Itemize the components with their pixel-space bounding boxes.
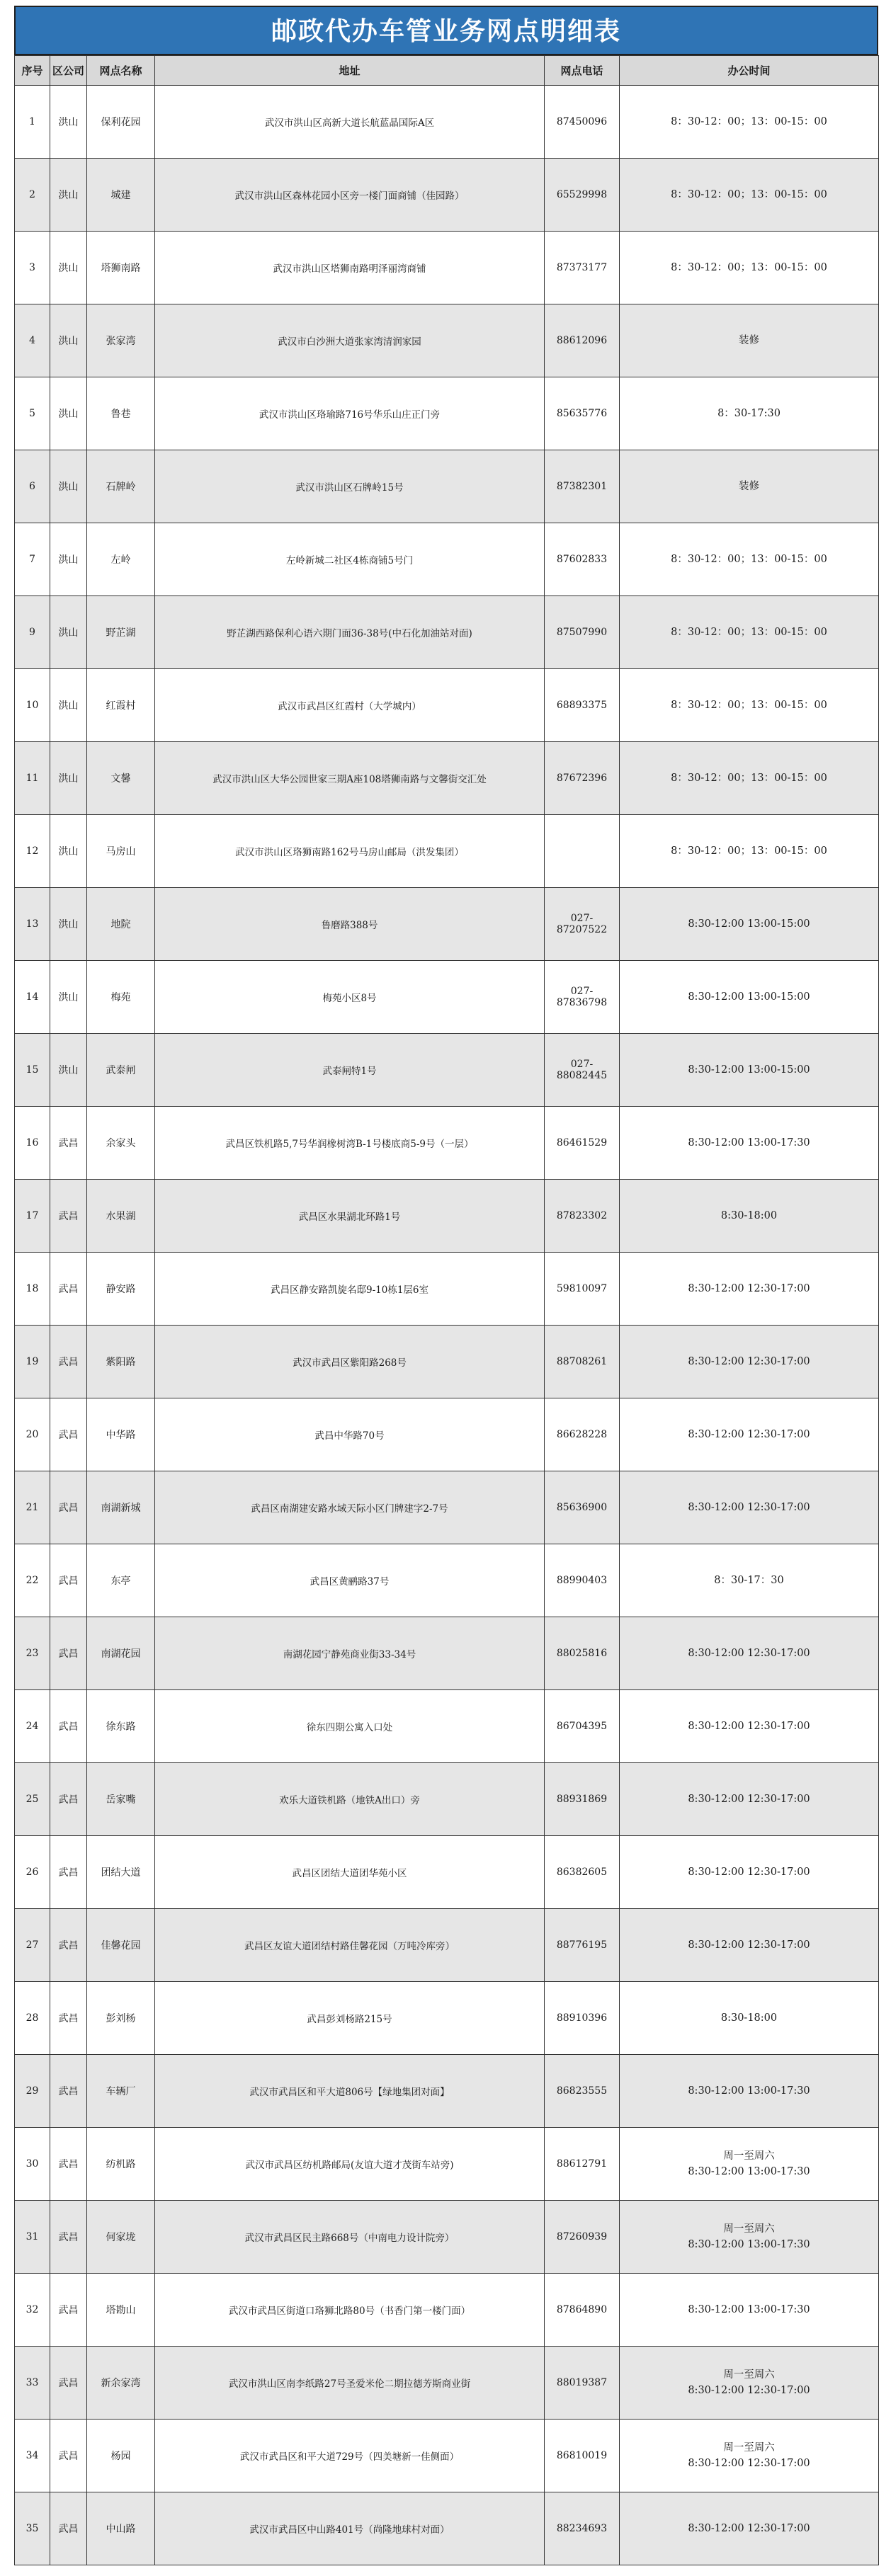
cell-index: 20 bbox=[15, 1398, 50, 1471]
cell-phone: 88612096 bbox=[545, 304, 620, 377]
cell-phone: 88990403 bbox=[545, 1544, 620, 1617]
cell-branch-name: 城建 bbox=[87, 159, 155, 232]
cell-branch-name: 张家湾 bbox=[87, 304, 155, 377]
cell-address: 左岭新城二社区4栋商铺5号门 bbox=[155, 523, 545, 596]
cell-district: 武昌 bbox=[50, 2492, 87, 2565]
page-title: 邮政代办车管业务网点明细表 bbox=[14, 6, 878, 55]
cell-address: 欢乐大道铁机路（地铁A出口）旁 bbox=[155, 1763, 545, 1836]
cell-hours: 周一至周六 8:30-12:00 13:00-17:30 bbox=[620, 2201, 879, 2274]
cell-address: 武汉市武昌区和平大道729号（四美塘新一佳侧面） bbox=[155, 2420, 545, 2492]
cell-district: 武昌 bbox=[50, 2274, 87, 2347]
cell-index: 7 bbox=[15, 523, 50, 596]
cell-district: 武昌 bbox=[50, 1398, 87, 1471]
cell-hours: 8：30-12：00；13：00-15：00 bbox=[620, 815, 879, 888]
table-row bbox=[15, 961, 879, 1034]
cell-district: 武昌 bbox=[50, 1180, 87, 1253]
cell-hours: 8:30-12:00 13:00-17:30 bbox=[620, 2274, 879, 2347]
cell-branch-name: 武泰闸 bbox=[87, 1034, 155, 1107]
cell-index: 25 bbox=[15, 1763, 50, 1836]
cell-phone: 87672396 bbox=[545, 742, 620, 815]
header-district: 区公司 bbox=[50, 56, 87, 86]
cell-index: 12 bbox=[15, 815, 50, 888]
table-row bbox=[15, 1982, 879, 2055]
cell-branch-name: 塔勘山 bbox=[87, 2274, 155, 2347]
cell-hours: 8:30-18:00 bbox=[620, 1982, 879, 2055]
table-row bbox=[15, 1544, 879, 1617]
table-row bbox=[15, 1836, 879, 1909]
cell-address: 武昌区铁机路5,7号华润橡树湾B-1号楼底商5-9号（一层） bbox=[155, 1107, 545, 1180]
cell-district: 洪山 bbox=[50, 523, 87, 596]
table-row bbox=[15, 1471, 879, 1544]
cell-district: 武昌 bbox=[50, 1909, 87, 1982]
cell-address: 武昌彭刘杨路215号 bbox=[155, 1982, 545, 2055]
cell-phone: 88019387 bbox=[545, 2347, 620, 2420]
cell-phone: 88910396 bbox=[545, 1982, 620, 2055]
cell-district: 武昌 bbox=[50, 2347, 87, 2420]
cell-phone: 59810097 bbox=[545, 1253, 620, 1326]
cell-hours: 8：30-12：00；13：00-15：00 bbox=[620, 523, 879, 596]
table-row bbox=[15, 1909, 879, 1982]
cell-phone: 86823555 bbox=[545, 2055, 620, 2128]
cell-phone: 88931869 bbox=[545, 1763, 620, 1836]
cell-index: 24 bbox=[15, 1690, 50, 1763]
cell-address: 武汉市洪山区石牌岭15号 bbox=[155, 450, 545, 523]
cell-hours: 8：30-12：00；13：00-15：00 bbox=[620, 669, 879, 742]
cell-hours: 周一至周六 8:30-12:00 12:30-17:00 bbox=[620, 2347, 879, 2420]
cell-branch-name: 保利花园 bbox=[87, 86, 155, 159]
cell-phone: 88025816 bbox=[545, 1617, 620, 1690]
cell-index: 34 bbox=[15, 2420, 50, 2492]
cell-address: 武汉市洪山区珞狮南路162号马房山邮局（洪发集团） bbox=[155, 815, 545, 888]
cell-phone: 86382605 bbox=[545, 1836, 620, 1909]
table-row bbox=[15, 596, 879, 669]
cell-phone: 87864890 bbox=[545, 2274, 620, 2347]
cell-hours: 8:30-12:00 12:30-17:00 bbox=[620, 2492, 879, 2565]
cell-address: 武汉市武昌区红霞村（大学城内） bbox=[155, 669, 545, 742]
cell-district: 洪山 bbox=[50, 888, 87, 961]
cell-address: 武汉市武昌区中山路401号（尚隆地球村对面） bbox=[155, 2492, 545, 2565]
cell-district: 洪山 bbox=[50, 1034, 87, 1107]
cell-branch-name: 水果湖 bbox=[87, 1180, 155, 1253]
cell-phone: 88612791 bbox=[545, 2128, 620, 2201]
table-row bbox=[15, 377, 879, 450]
cell-branch-name: 文馨 bbox=[87, 742, 155, 815]
cell-hours: 装修 bbox=[620, 450, 879, 523]
cell-index: 22 bbox=[15, 1544, 50, 1617]
cell-index: 27 bbox=[15, 1909, 50, 1982]
table-row bbox=[15, 1763, 879, 1836]
header-hours: 办公时间 bbox=[620, 56, 879, 86]
cell-district: 洪山 bbox=[50, 377, 87, 450]
table-row bbox=[15, 1253, 879, 1326]
cell-hours: 8:30-12:00 12:30-17:00 bbox=[620, 1836, 879, 1909]
sheet bbox=[14, 6, 878, 2565]
cell-index: 18 bbox=[15, 1253, 50, 1326]
cell-address: 武泰闸特1号 bbox=[155, 1034, 545, 1107]
cell-address: 武昌中华路70号 bbox=[155, 1398, 545, 1471]
cell-branch-name: 紫阳路 bbox=[87, 1326, 155, 1398]
cell-index: 30 bbox=[15, 2128, 50, 2201]
cell-phone: 88234693 bbox=[545, 2492, 620, 2565]
cell-hours: 8：30-12：00；13：00-15：00 bbox=[620, 742, 879, 815]
cell-index: 13 bbox=[15, 888, 50, 961]
cell-district: 武昌 bbox=[50, 2128, 87, 2201]
cell-index: 4 bbox=[15, 304, 50, 377]
cell-branch-name: 杨园 bbox=[87, 2420, 155, 2492]
cell-branch-name: 何家垅 bbox=[87, 2201, 155, 2274]
header-address: 地址 bbox=[155, 56, 545, 86]
table-row bbox=[15, 523, 879, 596]
branch-table bbox=[14, 55, 879, 2565]
cell-phone: 86628228 bbox=[545, 1398, 620, 1471]
cell-hours: 8:30-12:00 12:30-17:00 bbox=[620, 1253, 879, 1326]
cell-address: 武汉市洪山区大华公园世家三期A座108塔狮南路与文馨街交汇处 bbox=[155, 742, 545, 815]
cell-hours: 8:30-12:00 13:00-15:00 bbox=[620, 1034, 879, 1107]
cell-branch-name: 梅苑 bbox=[87, 961, 155, 1034]
cell-district: 洪山 bbox=[50, 669, 87, 742]
cell-branch-name: 南湖新城 bbox=[87, 1471, 155, 1544]
table-body bbox=[15, 86, 879, 2565]
cell-hours: 8：30-12：00；13：00-15：00 bbox=[620, 596, 879, 669]
cell-branch-name: 徐东路 bbox=[87, 1690, 155, 1763]
cell-district: 洪山 bbox=[50, 596, 87, 669]
cell-hours: 8:30-12:00 13:00-17:30 bbox=[620, 1107, 879, 1180]
cell-district: 武昌 bbox=[50, 1982, 87, 2055]
cell-phone: 87823302 bbox=[545, 1180, 620, 1253]
cell-index: 17 bbox=[15, 1180, 50, 1253]
cell-branch-name: 野芷湖 bbox=[87, 596, 155, 669]
cell-phone: 027-87836798 bbox=[545, 961, 620, 1034]
cell-hours: 周一至周六 8:30-12:00 13:00-17:30 bbox=[620, 2128, 879, 2201]
cell-index: 19 bbox=[15, 1326, 50, 1398]
cell-index: 3 bbox=[15, 232, 50, 304]
cell-address: 徐东四期公寓入口处 bbox=[155, 1690, 545, 1763]
cell-index: 2 bbox=[15, 159, 50, 232]
cell-branch-name: 中华路 bbox=[87, 1398, 155, 1471]
cell-branch-name: 左岭 bbox=[87, 523, 155, 596]
cell-phone: 85636900 bbox=[545, 1471, 620, 1544]
cell-district: 武昌 bbox=[50, 1617, 87, 1690]
header-index: 序号 bbox=[15, 56, 50, 86]
cell-hours: 8：30-17：30 bbox=[620, 1544, 879, 1617]
cell-index: 16 bbox=[15, 1107, 50, 1180]
cell-index: 14 bbox=[15, 961, 50, 1034]
cell-index: 32 bbox=[15, 2274, 50, 2347]
cell-index: 5 bbox=[15, 377, 50, 450]
cell-district: 洪山 bbox=[50, 86, 87, 159]
cell-phone: 87507990 bbox=[545, 596, 620, 669]
cell-address: 武汉市洪山区塔狮南路明泽丽湾商铺 bbox=[155, 232, 545, 304]
cell-phone: 88708261 bbox=[545, 1326, 620, 1398]
cell-hours: 周一至周六 8:30-12:00 12:30-17:00 bbox=[620, 2420, 879, 2492]
cell-phone: 86810019 bbox=[545, 2420, 620, 2492]
table-row bbox=[15, 1398, 879, 1471]
cell-phone: 027-87207522 bbox=[545, 888, 620, 961]
table-row bbox=[15, 1617, 879, 1690]
cell-hours: 8:30-12:00 12:30-17:00 bbox=[620, 1763, 879, 1836]
cell-phone: 86461529 bbox=[545, 1107, 620, 1180]
cell-address: 南湖花园宁静苑商业街33-34号 bbox=[155, 1617, 545, 1690]
cell-hours: 8:30-12:00 12:30-17:00 bbox=[620, 1326, 879, 1398]
cell-index: 35 bbox=[15, 2492, 50, 2565]
cell-branch-name: 静安路 bbox=[87, 1253, 155, 1326]
cell-hours: 8:30-12:00 12:30-17:00 bbox=[620, 1909, 879, 1982]
cell-district: 武昌 bbox=[50, 1836, 87, 1909]
cell-address: 武昌区南湖建安路水域天际小区门牌建字2-7号 bbox=[155, 1471, 545, 1544]
table-row bbox=[15, 159, 879, 232]
header-phone: 网点电话 bbox=[545, 56, 620, 86]
cell-address: 武汉市武昌区民主路668号（中南电力设计院旁） bbox=[155, 2201, 545, 2274]
cell-hours: 8:30-12:00 12:30-17:00 bbox=[620, 1617, 879, 1690]
cell-phone: 86704395 bbox=[545, 1690, 620, 1763]
cell-district: 武昌 bbox=[50, 1107, 87, 1180]
table-row bbox=[15, 2128, 879, 2201]
cell-index: 11 bbox=[15, 742, 50, 815]
table-row bbox=[15, 1034, 879, 1107]
cell-hours: 8:30-12:00 13:00-17:30 bbox=[620, 2055, 879, 2128]
table-row bbox=[15, 2347, 879, 2420]
cell-branch-name: 石牌岭 bbox=[87, 450, 155, 523]
cell-address: 武昌区黄鹂路37号 bbox=[155, 1544, 545, 1617]
cell-address: 野芷湖西路保利心语六期门面36-38号(中石化加油站对面) bbox=[155, 596, 545, 669]
header-branch-name: 网点名称 bbox=[87, 56, 155, 86]
cell-district: 洪山 bbox=[50, 450, 87, 523]
cell-branch-name: 东亭 bbox=[87, 1544, 155, 1617]
cell-address: 武昌区水果湖北环路1号 bbox=[155, 1180, 545, 1253]
table-row bbox=[15, 742, 879, 815]
cell-district: 武昌 bbox=[50, 1763, 87, 1836]
cell-district: 洪山 bbox=[50, 961, 87, 1034]
table-row bbox=[15, 2420, 879, 2492]
cell-phone: 87260939 bbox=[545, 2201, 620, 2274]
cell-district: 洪山 bbox=[50, 815, 87, 888]
table-header-row bbox=[15, 56, 879, 86]
cell-index: 31 bbox=[15, 2201, 50, 2274]
cell-address: 鲁磨路388号 bbox=[155, 888, 545, 961]
table-row bbox=[15, 304, 879, 377]
cell-branch-name: 塔狮南路 bbox=[87, 232, 155, 304]
cell-address: 武汉市武昌区紫阳路268号 bbox=[155, 1326, 545, 1398]
cell-district: 武昌 bbox=[50, 2201, 87, 2274]
cell-index: 1 bbox=[15, 86, 50, 159]
cell-phone: 87373177 bbox=[545, 232, 620, 304]
cell-phone: 68893375 bbox=[545, 669, 620, 742]
cell-district: 武昌 bbox=[50, 1544, 87, 1617]
cell-phone: 87382301 bbox=[545, 450, 620, 523]
cell-phone: 87602833 bbox=[545, 523, 620, 596]
cell-address: 武昌区团结大道团华苑小区 bbox=[155, 1836, 545, 1909]
cell-hours: 8:30-12:00 12:30-17:00 bbox=[620, 1398, 879, 1471]
table-row bbox=[15, 1690, 879, 1763]
table-row bbox=[15, 1107, 879, 1180]
cell-hours: 8：30-12：00；13：00-15：00 bbox=[620, 86, 879, 159]
table-row bbox=[15, 1180, 879, 1253]
cell-index: 15 bbox=[15, 1034, 50, 1107]
cell-index: 6 bbox=[15, 450, 50, 523]
cell-district: 洪山 bbox=[50, 304, 87, 377]
cell-branch-name: 佳馨花园 bbox=[87, 1909, 155, 1982]
cell-phone: 87450096 bbox=[545, 86, 620, 159]
cell-address: 武汉市白沙洲大道张家湾清润家园 bbox=[155, 304, 545, 377]
cell-district: 武昌 bbox=[50, 1471, 87, 1544]
table-row bbox=[15, 450, 879, 523]
cell-address: 武昌区友谊大道团结村路佳馨花园（万吨冷库旁） bbox=[155, 1909, 545, 1982]
cell-district: 武昌 bbox=[50, 1690, 87, 1763]
cell-address: 武昌区静安路凯旋名邸9-10栋1层6室 bbox=[155, 1253, 545, 1326]
table-row bbox=[15, 2274, 879, 2347]
cell-district: 洪山 bbox=[50, 159, 87, 232]
cell-index: 10 bbox=[15, 669, 50, 742]
table-row bbox=[15, 2492, 879, 2565]
cell-branch-name: 彭刘杨 bbox=[87, 1982, 155, 2055]
table-row bbox=[15, 232, 879, 304]
cell-index: 33 bbox=[15, 2347, 50, 2420]
cell-index: 28 bbox=[15, 1982, 50, 2055]
cell-address: 武汉市武昌区街道口珞狮北路80号（书香门第一楼门面） bbox=[155, 2274, 545, 2347]
table-row bbox=[15, 86, 879, 159]
cell-index: 21 bbox=[15, 1471, 50, 1544]
cell-branch-name: 余家头 bbox=[87, 1107, 155, 1180]
cell-hours: 8：30-17:30 bbox=[620, 377, 879, 450]
cell-hours: 8:30-12:00 12:30-17:00 bbox=[620, 1471, 879, 1544]
cell-branch-name: 鲁巷 bbox=[87, 377, 155, 450]
cell-index: 29 bbox=[15, 2055, 50, 2128]
cell-district: 武昌 bbox=[50, 2055, 87, 2128]
cell-hours: 装修 bbox=[620, 304, 879, 377]
cell-district: 武昌 bbox=[50, 2420, 87, 2492]
cell-address: 梅苑小区8号 bbox=[155, 961, 545, 1034]
cell-phone: 027-88082445 bbox=[545, 1034, 620, 1107]
cell-district: 洪山 bbox=[50, 232, 87, 304]
cell-branch-name: 马房山 bbox=[87, 815, 155, 888]
cell-branch-name: 南湖花园 bbox=[87, 1617, 155, 1690]
cell-address: 武汉市洪山区珞瑜路716号华乐山庄正门旁 bbox=[155, 377, 545, 450]
cell-branch-name: 车辆厂 bbox=[87, 2055, 155, 2128]
cell-branch-name: 中山路 bbox=[87, 2492, 155, 2565]
table-row bbox=[15, 669, 879, 742]
cell-hours: 8:30-12:00 12:30-17:00 bbox=[620, 1690, 879, 1763]
table-row bbox=[15, 888, 879, 961]
cell-branch-name: 红霞村 bbox=[87, 669, 155, 742]
cell-phone: 65529998 bbox=[545, 159, 620, 232]
cell-address: 武汉市洪山区南李纸路27号圣爱米伦二期拉德芳斯商业街 bbox=[155, 2347, 545, 2420]
cell-address: 武汉市武昌区纺机路邮局(友谊大道才茂街车站旁) bbox=[155, 2128, 545, 2201]
table-row bbox=[15, 1326, 879, 1398]
cell-phone: 85635776 bbox=[545, 377, 620, 450]
table-row bbox=[15, 815, 879, 888]
cell-index: 23 bbox=[15, 1617, 50, 1690]
cell-address: 武汉市洪山区高新大道长航蓝晶国际A区 bbox=[155, 86, 545, 159]
cell-phone: 88776195 bbox=[545, 1909, 620, 1982]
cell-district: 武昌 bbox=[50, 1326, 87, 1398]
cell-district: 武昌 bbox=[50, 1253, 87, 1326]
cell-address: 武汉市洪山区森林花园小区旁一楼门面商铺（佳园路） bbox=[155, 159, 545, 232]
cell-index: 26 bbox=[15, 1836, 50, 1909]
cell-index: 9 bbox=[15, 596, 50, 669]
cell-branch-name: 团结大道 bbox=[87, 1836, 155, 1909]
table-row bbox=[15, 2201, 879, 2274]
cell-branch-name: 地院 bbox=[87, 888, 155, 961]
cell-branch-name: 纺机路 bbox=[87, 2128, 155, 2201]
cell-hours: 8：30-12：00；13：00-15：00 bbox=[620, 232, 879, 304]
cell-address: 武汉市武昌区和平大道806号【绿地集团对面】 bbox=[155, 2055, 545, 2128]
table-row bbox=[15, 2055, 879, 2128]
cell-branch-name: 岳家嘴 bbox=[87, 1763, 155, 1836]
cell-hours: 8:30-18:00 bbox=[620, 1180, 879, 1253]
cell-branch-name: 新余家湾 bbox=[87, 2347, 155, 2420]
cell-phone bbox=[545, 815, 620, 888]
cell-district: 洪山 bbox=[50, 742, 87, 815]
cell-hours: 8:30-12:00 13:00-15:00 bbox=[620, 961, 879, 1034]
cell-hours: 8：30-12：00；13：00-15：00 bbox=[620, 159, 879, 232]
cell-hours: 8:30-12:00 13:00-15:00 bbox=[620, 888, 879, 961]
